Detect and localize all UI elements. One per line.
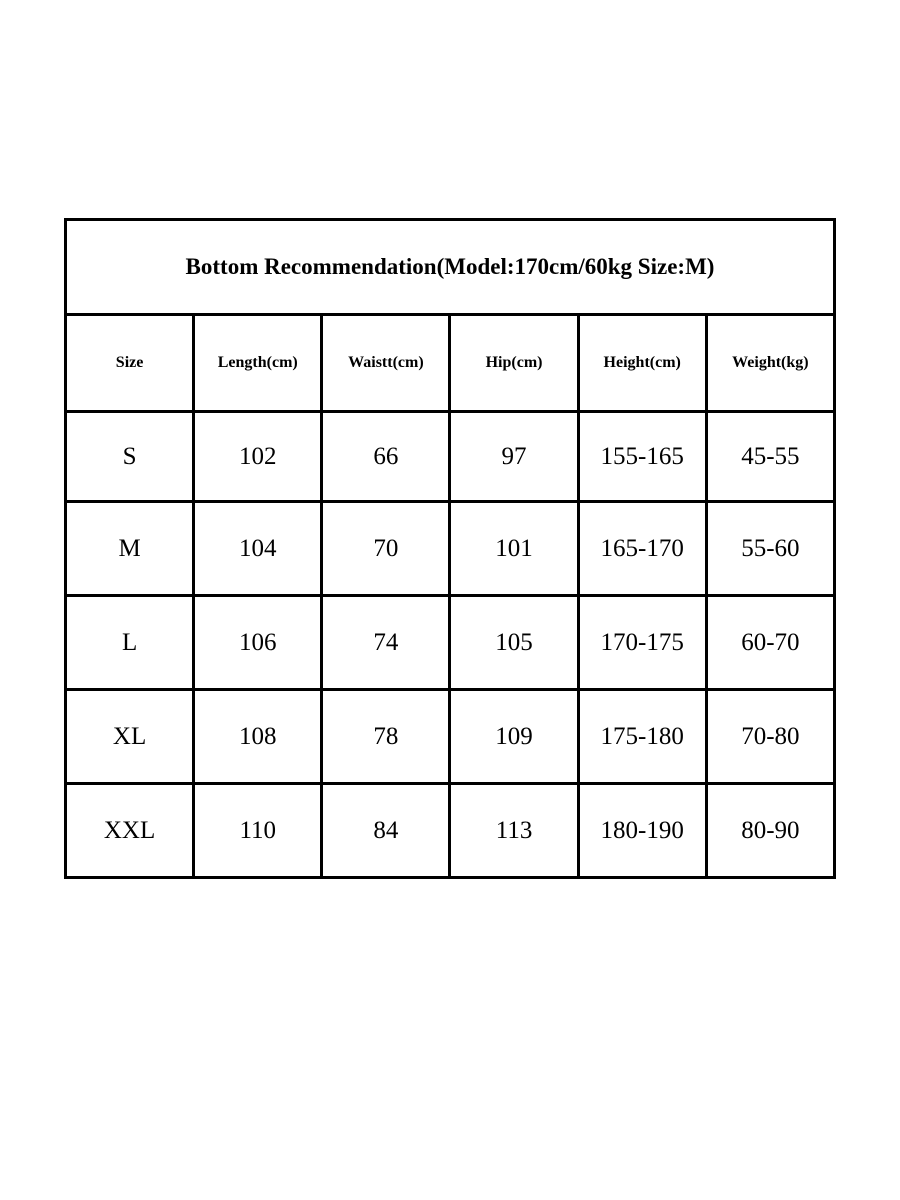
cell-size: XXL bbox=[66, 784, 194, 878]
table-row bbox=[66, 690, 835, 784]
cell-length: 104 bbox=[194, 502, 322, 596]
column-header-hip: Hip(cm) bbox=[450, 315, 578, 412]
column-header-weight: Weight(kg) bbox=[706, 315, 834, 412]
size-chart-table bbox=[64, 218, 836, 879]
cell-length: 110 bbox=[194, 784, 322, 878]
table-row bbox=[66, 596, 835, 690]
cell-hip: 109 bbox=[450, 690, 578, 784]
cell-hip: 113 bbox=[450, 784, 578, 878]
cell-length: 102 bbox=[194, 412, 322, 502]
table-row bbox=[66, 502, 835, 596]
table-row bbox=[66, 784, 835, 878]
chart-title: Bottom Recommendation(Model:170cm/60kg Size:M) bbox=[66, 220, 835, 315]
cell-size: S bbox=[66, 412, 194, 502]
column-header-height: Height(cm) bbox=[578, 315, 706, 412]
cell-height: 170-175 bbox=[578, 596, 706, 690]
cell-weight: 45-55 bbox=[706, 412, 834, 502]
column-header-size: Size bbox=[66, 315, 194, 412]
cell-weight: 70-80 bbox=[706, 690, 834, 784]
cell-waist: 78 bbox=[322, 690, 450, 784]
cell-length: 108 bbox=[194, 690, 322, 784]
cell-height: 165-170 bbox=[578, 502, 706, 596]
cell-waist: 74 bbox=[322, 596, 450, 690]
title-row bbox=[66, 220, 835, 315]
cell-weight: 55-60 bbox=[706, 502, 834, 596]
column-header-length: Length(cm) bbox=[194, 315, 322, 412]
cell-length: 106 bbox=[194, 596, 322, 690]
cell-waist: 84 bbox=[322, 784, 450, 878]
cell-size: M bbox=[66, 502, 194, 596]
cell-weight: 60-70 bbox=[706, 596, 834, 690]
header-row bbox=[66, 315, 835, 412]
cell-hip: 105 bbox=[450, 596, 578, 690]
cell-hip: 101 bbox=[450, 502, 578, 596]
cell-height: 175-180 bbox=[578, 690, 706, 784]
cell-height: 155-165 bbox=[578, 412, 706, 502]
cell-waist: 70 bbox=[322, 502, 450, 596]
cell-hip: 97 bbox=[450, 412, 578, 502]
cell-waist: 66 bbox=[322, 412, 450, 502]
column-header-waist: Waistt(cm) bbox=[322, 315, 450, 412]
cell-size: L bbox=[66, 596, 194, 690]
cell-weight: 80-90 bbox=[706, 784, 834, 878]
cell-size: XL bbox=[66, 690, 194, 784]
cell-height: 180-190 bbox=[578, 784, 706, 878]
table-row bbox=[66, 412, 835, 502]
